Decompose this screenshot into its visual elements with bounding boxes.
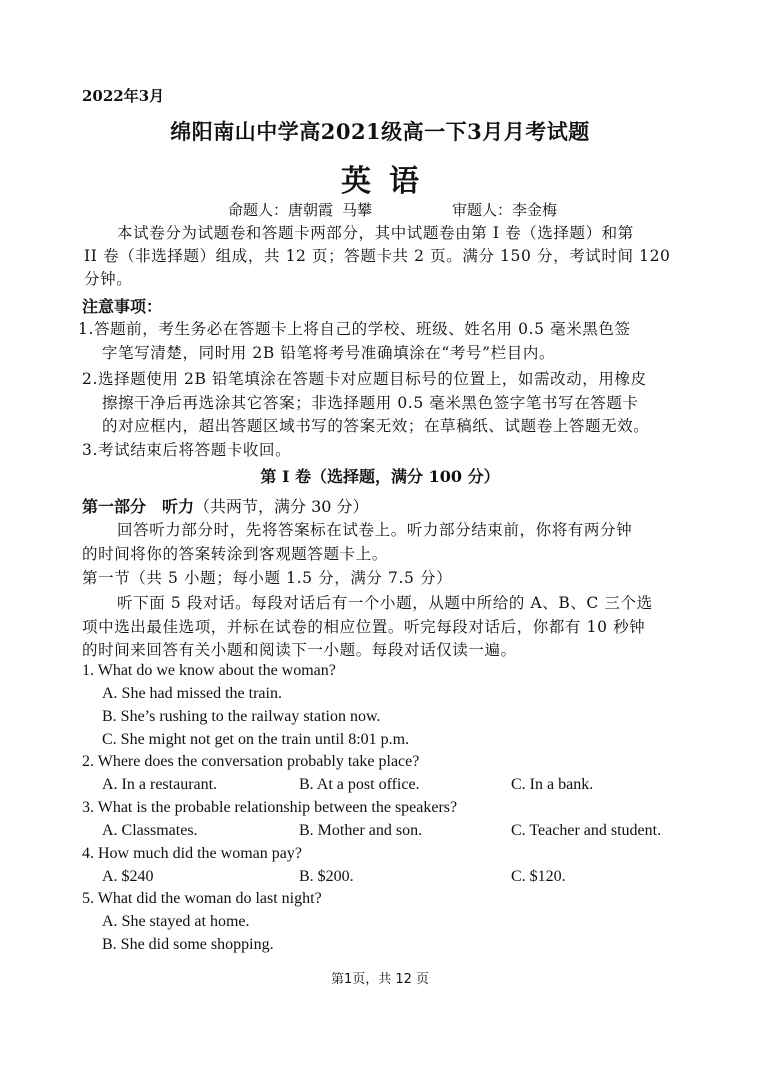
authors-reviewer: 审题人：李金梅 — [452, 201, 558, 219]
notes-heading: 注意事项： — [82, 297, 163, 316]
sub-desc-line-3: 的时间来回答有关小题和阅读下一小题。每段对话仅读一遍。 — [82, 641, 517, 659]
intro-line-2: II 卷（非选择题）组成，共 12 页；答题卡共 2 页。满分 150 分，考试时间 120 — [84, 247, 671, 265]
intro-line-3: 分钟。 — [84, 270, 133, 288]
question-1-option-b: B. She’s rushing to the railway station now. — [102, 708, 381, 725]
note-2-line-2: 擦擦干净后再选涂其它答案；非选择题用 0.5 毫米黑色签字笔书写在答题卡 — [102, 394, 639, 412]
question-4-option-a: A. $240 — [102, 868, 154, 885]
intro-line-1: 本试卷分为试题卷和答题卡两部分，其中试题卷由第 I 卷（选择题）和第 — [117, 224, 634, 242]
question-3-option-c: C. Teacher and student. — [511, 822, 662, 839]
sub-desc-line-2: 项中选出最佳选项，并标在试卷的相应位置。听完每段对话后，你都有 10 秒钟 — [82, 618, 646, 636]
note-1-line-2: 字笔写清楚，同时用 2B 铅笔将考号准确填涂在“考号”栏目内。 — [102, 344, 556, 362]
note-2-line-3: 的对应框内，超出答题区域书写的答案无效；在草稿纸、试题卷上答题无效。 — [102, 417, 650, 435]
question-3-option-a: A. Classmates. — [102, 822, 198, 839]
exam-subject: 英语 — [341, 164, 437, 199]
section-title: 第 I 卷（选择题，满分 100 分） — [260, 467, 500, 486]
exam-title: 绵阳南山中学高2021级高一下3月月考试题 — [170, 119, 590, 144]
question-2-stem: 2. Where does the conversation probably take place? — [82, 753, 420, 770]
note-2-line-1: 2.选择题使用 2B 铅笔填涂在答题卡对应题目标号的位置上，如需改动，用橡皮 — [82, 370, 647, 388]
question-4-option-c: C. $120. — [511, 868, 566, 885]
question-3-option-b: B. Mother and son. — [299, 822, 423, 839]
question-2-option-c: C. In a bank. — [511, 776, 594, 793]
page-footer: 第1页，共 12 页 — [330, 972, 430, 987]
question-5-stem: 5. What did the woman do last night? — [82, 890, 322, 907]
question-5-option-a: A. She stayed at home. — [102, 913, 250, 930]
question-3-stem: 3. What is the probable relationship between the speakers? — [82, 799, 458, 816]
question-5-option-b: B. She did some shopping. — [102, 936, 274, 953]
part-desc-line-1: 回答听力部分时，先将答案标在试卷上。听力部分结束前，你将有两分钟 — [117, 521, 633, 539]
exam-authors — [228, 199, 557, 220]
question-2-option-a: A. In a restaurant. — [102, 776, 218, 793]
question-1-option-c: C. She might not get on the train until 8:01 p.m. — [102, 731, 410, 748]
note-1-line-1: 1.答题前，考生务必在答题卡上将自己的学校、班级、姓名用 0.5 毫米黑色签 — [78, 320, 631, 338]
subsection-heading: 第一节（共 5 小题；每小题 1.5 分，满分 7.5 分） — [82, 569, 453, 587]
part-one-heading — [82, 494, 369, 517]
sub-desc-line-1: 听下面 5 段对话。每段对话后有一个小题，从题中所给的 A、B、C 三个选 — [117, 594, 653, 612]
exam-date: 2022年3月 — [82, 87, 165, 105]
part-one-label: 第一部分 听力 — [82, 497, 195, 516]
note-3: 3.考试结束后将答题卡收回。 — [82, 441, 292, 459]
question-4-option-b: B. $200. — [299, 868, 354, 885]
question-4-stem: 4. How much did the woman pay? — [82, 845, 302, 862]
part-desc-line-2: 的时间将你的答案转涂到客观题答题卡上。 — [82, 545, 388, 563]
question-1-stem: 1. What do we know about the woman? — [82, 662, 336, 679]
question-1-option-a: A. She had missed the train. — [102, 685, 282, 702]
part-one-note: （共两节，满分 30 分） — [194, 497, 369, 516]
authors-setter: 命题人：唐朝霞 马攀 — [228, 201, 373, 219]
question-2-option-b: B. At a post office. — [299, 776, 420, 793]
